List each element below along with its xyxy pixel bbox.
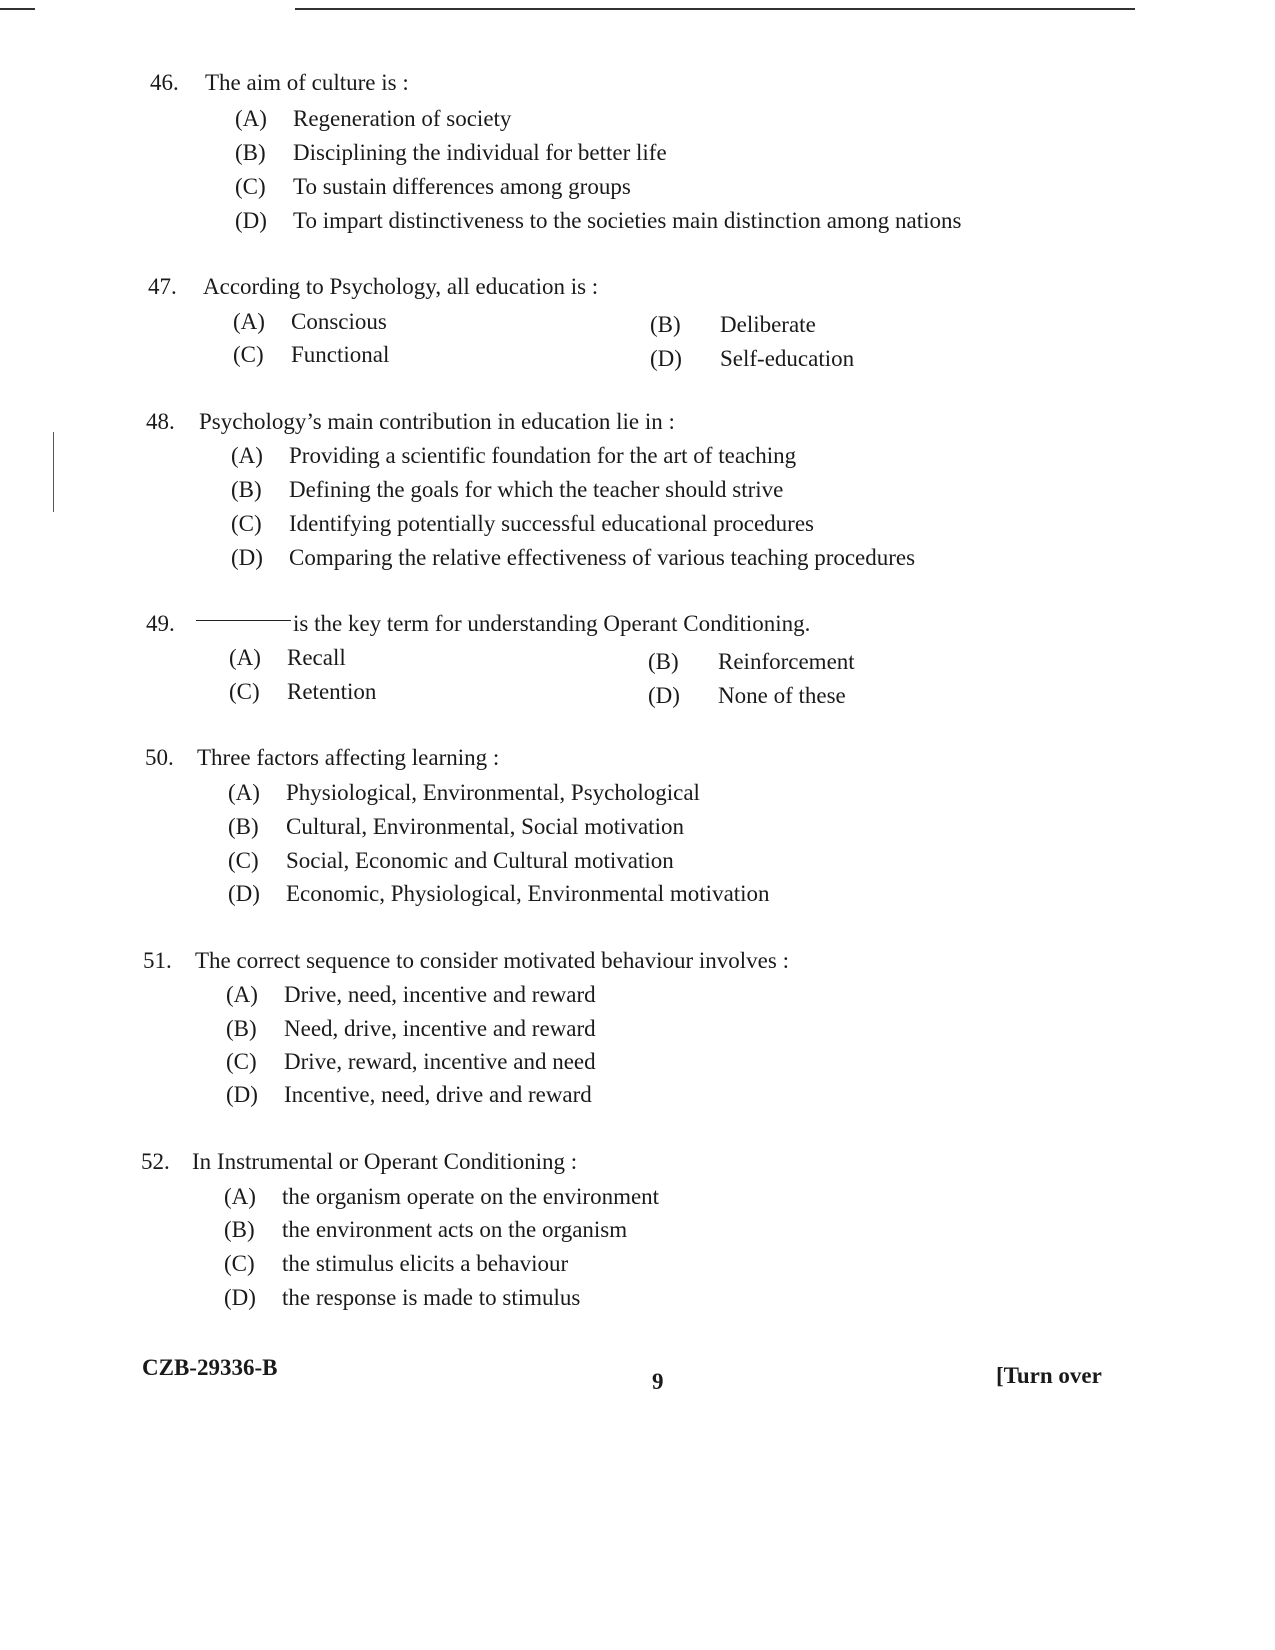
option-letter: (B) [231,477,262,502]
option-text: Economic, Physiological, Environmental motivation [286,881,770,906]
option-letter: (C) [226,1049,257,1074]
option-text: Comparing the relative effectiveness of various teaching procedures [289,545,916,570]
header-dash [0,8,35,10]
option-text: None of these [718,683,846,708]
margin-mark [53,432,54,512]
option-letter: (C) [224,1251,255,1276]
option-text: Social, Economic and Cultural motivation [286,848,674,873]
option-letter: (A) [229,645,261,670]
option-letter: (C) [233,342,264,367]
option-text: Identifying potentially successful educational procedures [289,511,814,536]
option-letter: (A) [226,982,258,1007]
option-letter: (A) [233,309,265,334]
question-number: 48. [146,409,175,434]
option-text: the stimulus elicits a behaviour [282,1251,569,1276]
option-text: Physiological, Environmental, Psychological [286,780,700,805]
option-text: Recall [287,645,346,670]
option-letter: (B) [235,140,266,165]
option-text: Retention [287,679,377,704]
question-text: The correct sequence to consider motivated behaviour involves : [195,948,789,973]
page-number: 9 [652,1369,664,1394]
option-text: Need, drive, incentive and reward [284,1016,596,1041]
option-letter: (B) [226,1016,257,1041]
option-letter: (D) [228,881,260,906]
paper-code: CZB-29336-B [142,1355,278,1380]
option-text: Reinforcement [718,649,855,674]
option-letter: (D) [231,545,263,570]
option-letter: (D) [224,1285,256,1310]
option-text: Providing a scientific foundation for the art of teaching [289,443,797,468]
option-text: Cultural, Environmental, Social motivation [286,814,684,839]
question-text: Psychology’s main contribution in education lie in : [199,409,675,434]
option-letter: (B) [648,649,679,674]
option-text: the environment acts on the organism [282,1217,628,1242]
option-text: To sustain differences among groups [293,174,631,199]
turn-over-note: [Turn over [996,1363,1102,1388]
option-letter: (A) [228,780,260,805]
question-text: In Instrumental or Operant Conditioning : [192,1149,578,1174]
option-letter: (C) [228,848,259,873]
question-text: Three factors affecting learning : [197,745,500,770]
option-letter: (B) [650,312,681,337]
option-text: Deliberate [720,312,816,337]
fill-in-blank [196,620,291,621]
option-letter: (B) [228,814,259,839]
option-text: the response is made to stimulus [282,1285,581,1310]
option-text: Conscious [291,309,387,334]
option-letter: (A) [231,443,263,468]
question-number: 49. [146,611,175,636]
option-letter: (A) [235,106,267,131]
option-letter: (C) [229,679,260,704]
question-text: According to Psychology, all education is : [203,274,599,299]
option-text: Disciplining the individual for better life [293,140,667,165]
option-letter: (D) [650,346,682,371]
option-text: Functional [291,342,390,367]
option-letter: (C) [231,511,262,536]
option-text: Drive, need, incentive and reward [284,982,596,1007]
option-letter: (C) [235,174,266,199]
option-text: Drive, reward, incentive and need [284,1049,596,1074]
option-text: Defining the goals for which the teacher should strive [289,477,784,502]
option-text: To impart distinctiveness to the societies main distinction among nations [293,208,962,233]
option-letter: (A) [224,1184,256,1209]
option-letter: (B) [224,1217,255,1242]
option-text: Incentive, need, drive and reward [284,1082,592,1107]
question-number: 51. [143,948,172,973]
question-number: 47. [148,274,177,299]
option-letter: (D) [235,208,267,233]
option-letter: (D) [648,683,680,708]
option-text: Self-education [720,346,855,371]
question-number: 50. [145,745,174,770]
header-rule [295,8,1135,10]
option-text: Regeneration of society [293,106,512,131]
question-number: 46. [150,70,179,95]
question-text: The aim of culture is : [205,70,409,95]
option-letter: (D) [226,1082,258,1107]
question-number: 52. [141,1149,170,1174]
question-text: is the key term for understanding Operant Conditioning. [293,611,811,636]
option-text: the organism operate on the environment [282,1184,660,1209]
